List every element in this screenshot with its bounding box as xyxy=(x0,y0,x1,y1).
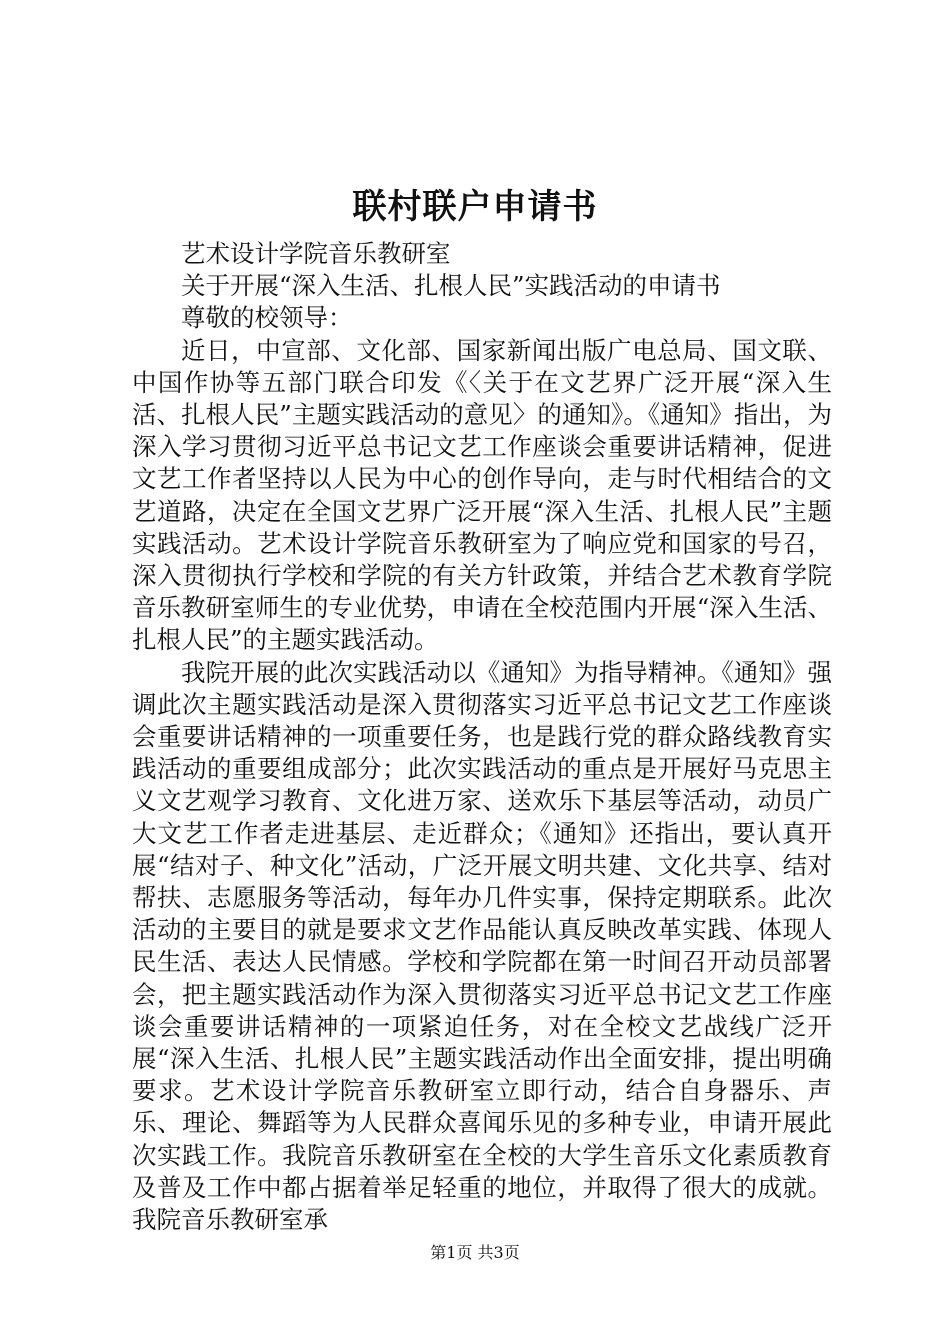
paragraph-department: 艺术设计学院音乐教研室 xyxy=(181,239,451,268)
document-title: 联村联户申请书 xyxy=(352,187,598,227)
paragraph-details: 我院开展的此次实践活动以《通知》为指导精神。《通知》强调此次主题实践活动是深入贯彻落实习近平总书记文艺工作座谈会重要讲话精神的一项重要任务，也是践行党的群众路线教育实践活动的重要组成部分；此次实践活动的重点是开展好马克思主义文艺观学习教育、文化进万家、送欢乐下基层等活动，动员广大文艺工作者走进基层、走近群众；《通知》还指出，要认真开展“结对子、种文化”活动，广泛开展文明共建、文化共享、结对帮扶、志愿服务等活动，每年办几件实事，保持定期联系。此次活动的主要目的就是要求文艺作品能认真反映改革实践、体现人民生活、表达人民情感。学校和学院都在第一时间召开动员部署会，把主题实践活动作为深入贯彻落实习近平总书记文艺工作座谈会重要讲话精神的一项紧迫任务，对在全校文艺战线广泛开展“深入生活、扎根人民”主题实践活动作出全面安排，提出明确要求。艺术设计学院音乐教研室立即行动，结合自身器乐、声乐、理论、舞蹈等为人民群众喜闻乐见的多种专业，申请开展此次实践工作。我院音乐教研室在全校的大学生音乐文化素质教育及普及工作中都占据着举足轻重的地位，并取得了很大的成就。我院音乐教研室承 xyxy=(132,657,832,1235)
paragraph-subject: 关于开展“深入生活、扎根人民”实践活动的申请书 xyxy=(181,271,721,301)
paragraph-salutation: 尊敬的校领导： xyxy=(181,303,353,333)
paragraph-background: 近日，中宣部、文化部、国家新闻出版广电总局、国文联、中国作协等五部门联合印发《〈关于在文艺界广泛开展“深入生活、扎根人民”主题实践活动的意见〉的通知》。《通知》指出，为深入学习贯彻习近平总书记文艺工作座谈会重要讲话精神，促进文艺工作者坚持以人民为中心的创作导向，走与时代相结合的文艺道路，决定在全国文艺界广泛开展“深入生活、扎根人民”主题实践活动。艺术设计学院音乐教研室为了响应党和国家的号召，深入贯彻执行学校和学院的有关方针政策，并结合艺术教育学院音乐教研室师生的专业优势，申请在全校范围内开展“深入生活、扎根人民”的主题实践活动。 xyxy=(132,335,832,655)
document-body xyxy=(132,238,832,1236)
page-footer: 第1页 共3页 xyxy=(430,1243,520,1262)
